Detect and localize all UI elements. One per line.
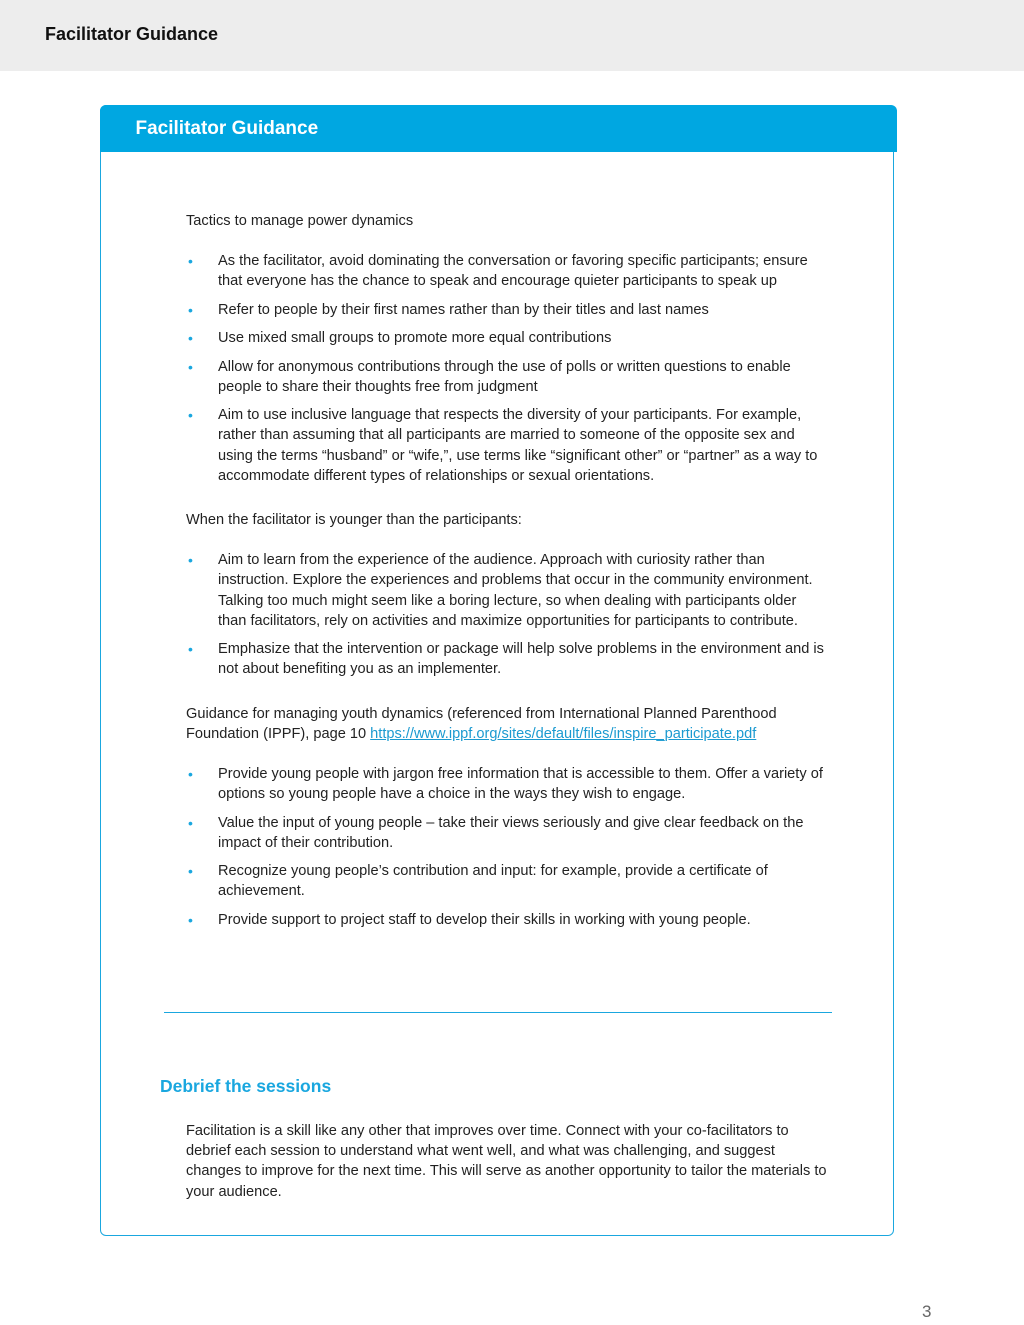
bullet-icon: • — [188, 552, 193, 569]
debrief-paragraph: Facilitation is a skill like any other that improves over time. Connect with your co-facilitators to debrief each session to understand what went well, and what was challenging, and suggest changes to improve for the next time. This will serve as another opportunity to tailor the materials to your audience. — [186, 1123, 827, 1200]
page-number: 3 — [922, 1302, 932, 1321]
bullet-icon: • — [188, 814, 193, 831]
list-item: • Provide young people with jargon free information that is accessible to them. Offer a variety of options so young people have a choice in the ways they wish to engage. — [188, 766, 823, 803]
list-item: • Use mixed small groups to promote more equal contributions — [186, 328, 826, 348]
bullet-icon: • — [188, 641, 193, 658]
page-header-title: Facilitator Guidance — [45, 24, 219, 44]
bullet-icon: • — [188, 766, 193, 782]
youth-dynamics-list — [186, 764, 826, 930]
list-item: • Allow for anonymous contributions through the use of polls or written questions to enable people to share their thoughts free from judgment — [188, 358, 791, 395]
bullet-icon: • — [188, 407, 193, 424]
card-content — [186, 211, 826, 938]
bullet-icon: • — [188, 911, 193, 928]
guidance-card — [100, 105, 894, 1236]
list-item: • Recognize young people’s contribution and input: for example, provide a certificate of achievement. — [188, 863, 768, 900]
list-item: • Provide support to project staff to develop their skills in working with young people. — [186, 910, 826, 930]
bullet-icon: • — [188, 330, 193, 347]
bullet-icon: • — [188, 253, 193, 270]
list-item: • Aim to use inclusive language that respects the diversity of your participants. For example, rather than assuming that all participants are married to someone of the opposite sex and using the terms “husband” or “wife,”, use terms like “significant other” or “partner” as a way to accommodate different types of relationships or sexual orientations. — [188, 407, 818, 484]
list-item: • Refer to people by their first names rather than by their titles and last names — [186, 300, 826, 320]
bullet-icon: • — [188, 301, 193, 318]
bullet-icon: • — [188, 358, 193, 375]
younger-facilitator-intro: When the facilitator is younger than the participants: — [186, 511, 522, 528]
power-dynamics-list — [186, 251, 826, 486]
card-header — [100, 105, 897, 152]
list-item: • Emphasize that the intervention or package will help solve problems in the environment and is not about benefiting you as an implementer. — [188, 641, 824, 678]
debrief-heading: Debrief the sessions — [160, 1076, 332, 1096]
section-divider — [164, 1012, 832, 1013]
ippf-link[interactable]: https://www.ippf.org/sites/default/files/inspire_participate.pdf — [370, 725, 757, 742]
younger-facilitator-list — [186, 550, 826, 679]
bullet-icon: • — [188, 863, 193, 880]
power-dynamics-intro: Tactics to manage power dynamics — [186, 213, 414, 229]
list-item: • Value the input of young people – take their views seriously and give clear feedback on the impact of their contribution. — [188, 814, 804, 851]
list-item: • Aim to learn from the experience of the audience. Approach with curiosity rather than instruction. Explore the experiences and problems that occur in the community environment. Talking too much might seem like a boring lecture, so when dealing with participants older than facilitators, rely on activities and maximize opportunities for participants to contribute. — [188, 552, 813, 629]
youth-dynamics-intro: Guidance for managing youth dynamics (referenced from International Planned Parenthood Foundation (IPPF), page 10 https://www.ippf.org/sites/default/files/inspire_participate.pdf — [186, 705, 777, 742]
page-header-bar — [0, 0, 1024, 71]
list-item: • As the facilitator, avoid dominating the conversation or favoring specific participants; ensure that everyone has the chance to speak and encourage quieter participants to speak up — [188, 253, 808, 290]
card-title: Facilitator Guidance — [135, 117, 319, 139]
